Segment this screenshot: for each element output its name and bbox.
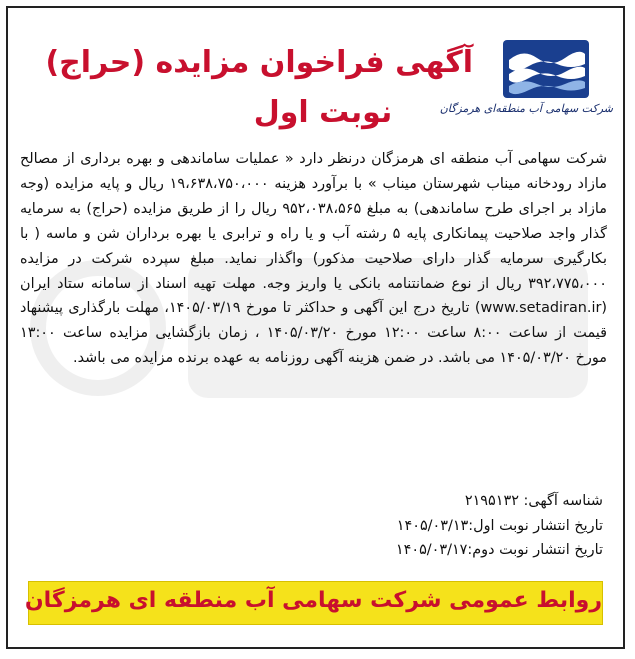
water-wave-icon — [501, 38, 591, 100]
company-logo — [439, 38, 613, 133]
announcement-title: آگهی فراخوان مزایده (حراج) — [45, 45, 473, 80]
announcement-body — [20, 147, 607, 371]
announcement-meta — [203, 489, 603, 563]
logo-caption: شرکت سهامی آب منطقه‌ای هرمزگان — [439, 102, 613, 115]
first-publish-date: تاریخ انتشار نوبت اول:۱۴۰۵/۰۳/۱۳ — [396, 517, 603, 534]
announcement-frame — [6, 6, 625, 649]
announcement-header — [8, 8, 623, 143]
announcement-paragraph: شرکت سهامی آب منطقه ای هرمزگان درنظر دارد « عملیات ساماندهی و بهره برداری از مصالح مازاد رودخانه میناب شهرستان میناب » با برآورد هزینه ۱۹،۶۳۸،۷۵۰،۰۰۰ ریال و پایه مزایده (وجه مازاد بر اجرای طرح ساماندهی) به مبلغ ۹۵۲،۰۳۸،۵۶۵ ریال را از طریق مزایده (حراج) به سرمایه گذار واجد صلاحیت پیمانکاری پایه ۵ رشته آب و یا راه و ترابری یا بهره برداران شن و ماسه ( با بکارگیری سرمایه گذار دارای صلاحیت مذکور) واگذار نماید. مبلغ سپرده شرکت در مزایده ۳۹۲،۷۷۵،۰۰۰ ریال از نوع ضمانتنامه بانکی یا واریز وجه. مهلت تهیه اسناد از سامانه ستاد ایران (www.setadiran.ir) تاریخ درج این آگهی و حداکثر تا مورخ ۱۴۰۵/۰۳/۱۹، مهلت بارگذاری پیشنهاد قیمت از ساعت ۸:۰۰ ساعت ۱۲:۰۰ مورخ ۱۴۰۵/۰۳/۲۰ ، زمان بازگشایی مزایده ساعت ۱۳:۰۰ مورخ ۱۴۰۵/۰۳/۲۰ می باشد. در ضمن هزینه آگهی روزنامه به عهده برنده مزایده می باشد. — [20, 151, 607, 367]
announcement-subtitle: نوبت اول — [253, 95, 393, 130]
footer-banner — [24, 581, 603, 625]
second-publish-date: تاریخ انتشار نوبت دوم:۱۴۰۵/۰۳/۱۷ — [395, 542, 603, 558]
footer-text: روابط عمومی شرکت سهامی آب منطقه ای هرمزگان — [24, 588, 602, 613]
ad-id: شناسه آگهی: ۲۱۹۵۱۳۲ — [464, 493, 603, 509]
